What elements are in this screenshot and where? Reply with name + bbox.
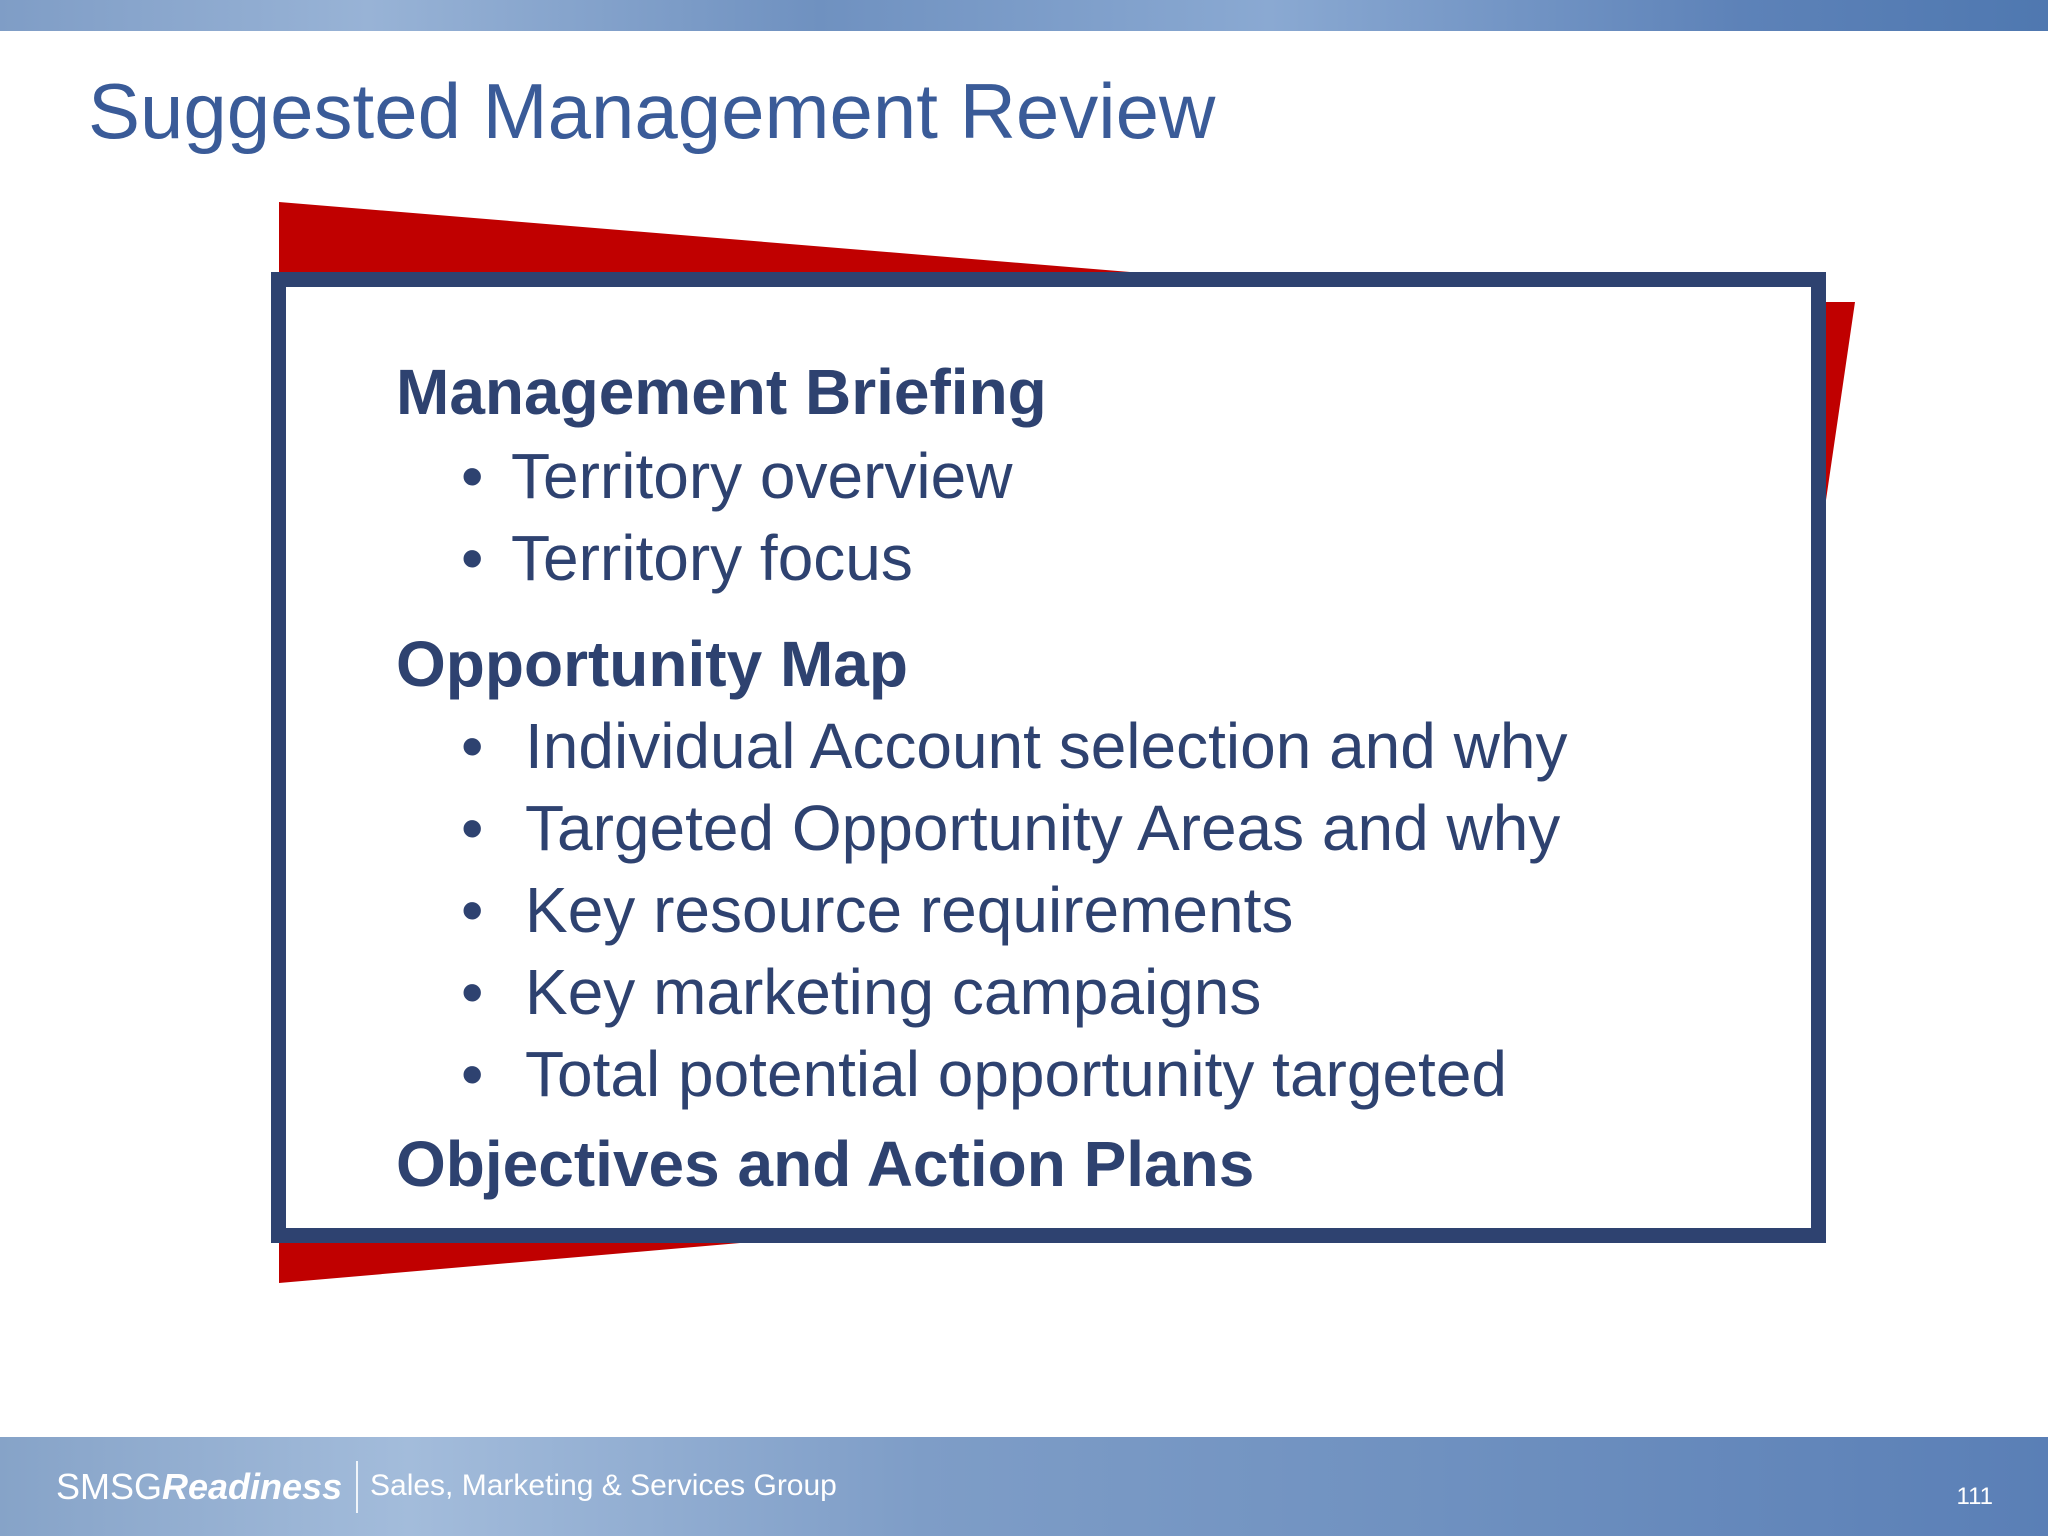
bullet-text: Targeted Opportunity Areas and why (525, 792, 1561, 864)
bullet-text: Total potential opportunity targeted (525, 1038, 1507, 1110)
bullet-glyph: • (461, 522, 484, 594)
logo-suffix: Readiness (162, 1466, 343, 1507)
bullet-text: Territory focus (511, 522, 913, 594)
red-accent-bottom-left (279, 1243, 740, 1283)
logo-prefix: SMSG (56, 1466, 163, 1507)
bullet-item (461, 709, 1567, 783)
bullet-glyph: • (461, 792, 484, 864)
bullet-glyph: • (461, 1038, 484, 1110)
section-heading-objectives: Objectives and Action Plans (396, 1128, 1255, 1200)
bullet-item (461, 1037, 1507, 1111)
content-box (271, 272, 1826, 1243)
footer-banner (0, 1437, 2048, 1536)
bullet-glyph: • (461, 710, 484, 782)
bullet-item (461, 439, 1012, 513)
logo-divider (356, 1461, 358, 1513)
section-heading-opportunity-map: Opportunity Map (396, 628, 908, 700)
group-name: Sales, Marketing & Services Group (370, 1469, 837, 1502)
bullet-item (461, 955, 1261, 1029)
bullet-glyph: • (461, 874, 484, 946)
section-heading-management-briefing: Management Briefing (396, 356, 1047, 428)
smsg-readiness-logo (56, 1466, 342, 1508)
page-number: 111 (1956, 1483, 1993, 1510)
bullet-glyph: • (461, 956, 484, 1028)
bullet-item (461, 873, 1293, 947)
bullet-text: Individual Account selection and why (525, 710, 1568, 782)
bullet-text: Key marketing campaigns (525, 956, 1262, 1028)
bullet-glyph: • (461, 440, 484, 512)
red-accent-right (1826, 302, 1855, 500)
red-accent-top-left (279, 202, 1130, 272)
bullet-text: Key resource requirements (525, 874, 1294, 946)
bullet-item (461, 521, 913, 595)
slide-title: Suggested Management Review (88, 67, 1216, 155)
bullet-item (461, 791, 1560, 865)
bullet-text: Territory overview (511, 440, 1013, 512)
